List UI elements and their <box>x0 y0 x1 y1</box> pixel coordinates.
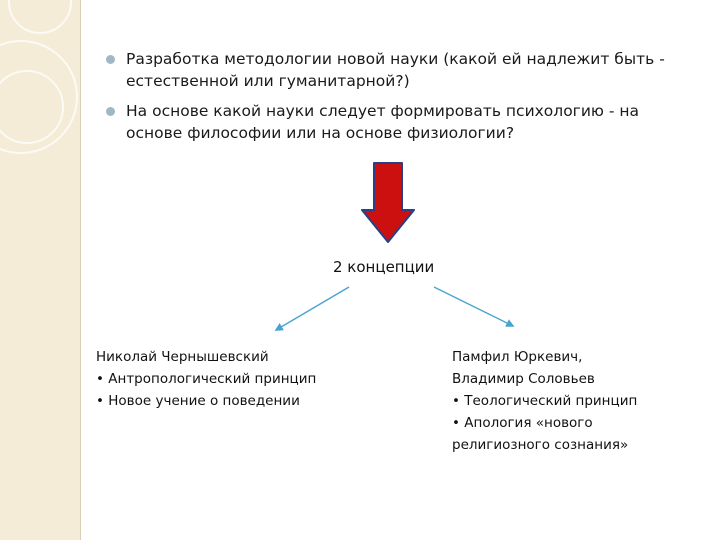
connector-left <box>276 287 349 330</box>
concept-right-item: религиозного сознания» <box>452 437 629 453</box>
concept-right-item: • Апология «нового <box>452 415 593 431</box>
connector-right <box>434 287 513 326</box>
bullet-icon <box>106 107 115 116</box>
decorative-circle <box>8 0 72 34</box>
bullet-item <box>104 48 684 92</box>
decorative-side-band <box>0 0 80 540</box>
down-arrow-icon <box>360 162 416 244</box>
bullet-item <box>104 100 684 144</box>
concept-left <box>96 346 356 412</box>
concept-right-item: • Теологический принцип <box>452 393 638 409</box>
concepts-title: 2 концепции <box>333 258 435 276</box>
concept-right-name: Памфил Юркевич, <box>452 349 583 365</box>
concept-left-item: • Новое учение о поведении <box>96 393 300 409</box>
concept-right-name: Владимир Соловьев <box>452 371 595 387</box>
concept-left-name: Николай Чернышевский <box>96 349 269 365</box>
band-divider <box>80 0 81 540</box>
concept-left-item: • Антропологический принцип <box>96 371 317 387</box>
bullet-text: Разработка методологии новой науки (какой ей надлежит быть - естественной или гуманитарной?) <box>126 50 665 90</box>
bullet-icon <box>106 55 115 64</box>
concept-right <box>452 346 692 456</box>
bullet-text: На основе какой науки следует формировать психологию - на основе философии или на основе физиологии? <box>126 102 640 142</box>
bullet-list <box>104 48 684 152</box>
